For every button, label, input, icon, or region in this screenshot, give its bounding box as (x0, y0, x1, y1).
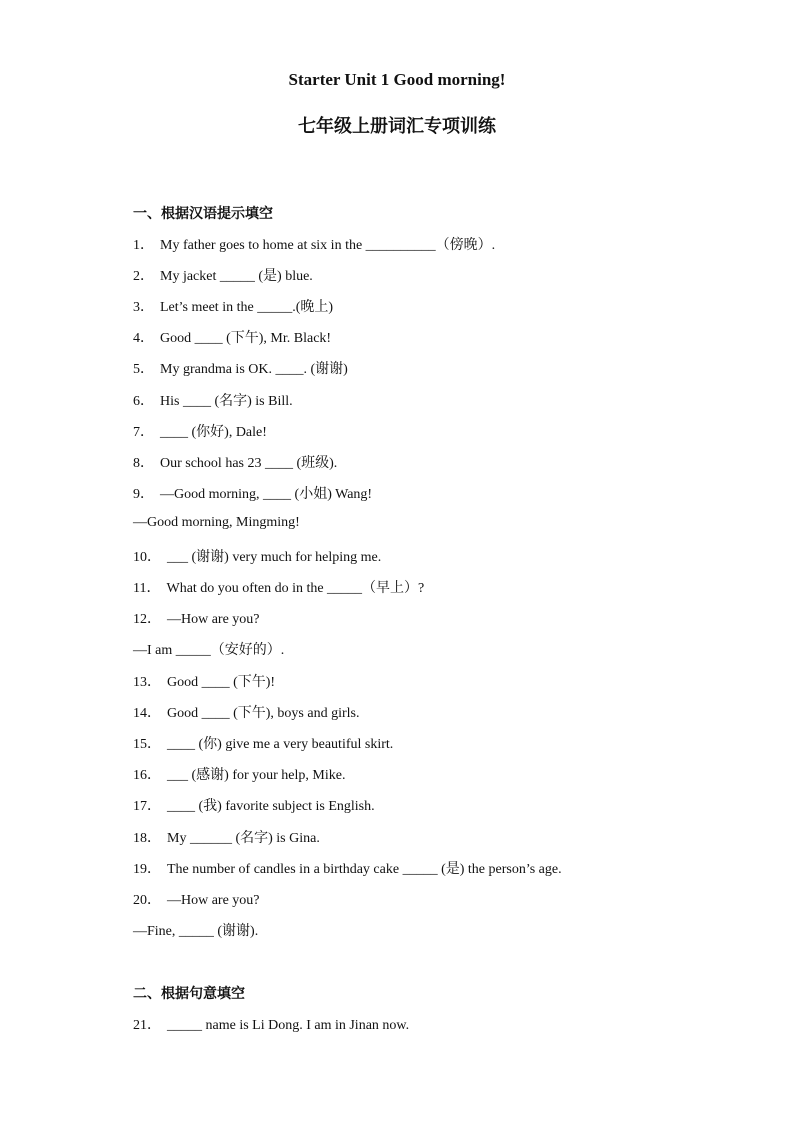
exercise-line: 19． The number of candles in a birthday cake _____ (是) the person’s age. (133, 862, 562, 877)
page-title: Starter Unit 1 Good morning! (288, 70, 506, 89)
exercise-line: 5． My grandma is OK. ____. (谢谢) (133, 362, 348, 377)
exercise-line: 12． —How are you? (133, 612, 260, 627)
exercise-line: —I am _____（安好的）. (133, 643, 285, 658)
exercise-line: 1． My father goes to home at six in the __________（傍晚）. (133, 238, 496, 253)
exercise-line: 7． ____ (你好), Dale! (133, 425, 267, 440)
exercise-line: 6． His ____ (名字) is Bill. (133, 394, 293, 409)
exercise-line: 20． —How are you? (133, 893, 260, 908)
exercise-line: 2． My jacket _____ (是) blue. (133, 269, 313, 284)
exercise-line: 3． Let’s meet in the _____.(晚上) (133, 300, 334, 315)
exercise-line: 21． _____ name is Li Dong. I am in Jinan now. (133, 1018, 410, 1033)
exercise-line: 13． Good ____ (下午)! (133, 675, 276, 690)
exercise-line: 18． My ______ (名字) is Gina. (133, 831, 320, 846)
exercise-line: 14． Good ____ (下午), boys and girls. (133, 706, 360, 721)
exercise-line: 16． ___ (感谢) for your help, Mike. (133, 768, 346, 783)
exercise-line: 11． What do you often do in the _____（早上）? (133, 581, 425, 596)
exercise-line: —Good morning, Mingming! (133, 515, 300, 530)
exercise-line: 17． ____ (我) favorite subject is English. (133, 799, 375, 814)
exercise-line: 4． Good ____ (下午), Mr. Black! (133, 331, 332, 346)
exercise-line: —Fine, _____ (谢谢). (133, 924, 259, 939)
section-heading: 一、根据汉语提示填空 (133, 206, 273, 222)
page-subtitle: 七年级上册词汇专项训练 (298, 116, 496, 137)
exercise-line: 10． ___ (谢谢) very much for helping me. (133, 550, 382, 565)
exercise-line: 8． Our school has 23 ____ (班级). (133, 456, 338, 471)
section-heading: 二、根据句意填空 (133, 986, 245, 1002)
exercise-line: 9． —Good morning, ____ (小姐) Wang! (133, 487, 373, 502)
exercise-line: 15． ____ (你) give me a very beautiful skirt. (133, 737, 394, 752)
